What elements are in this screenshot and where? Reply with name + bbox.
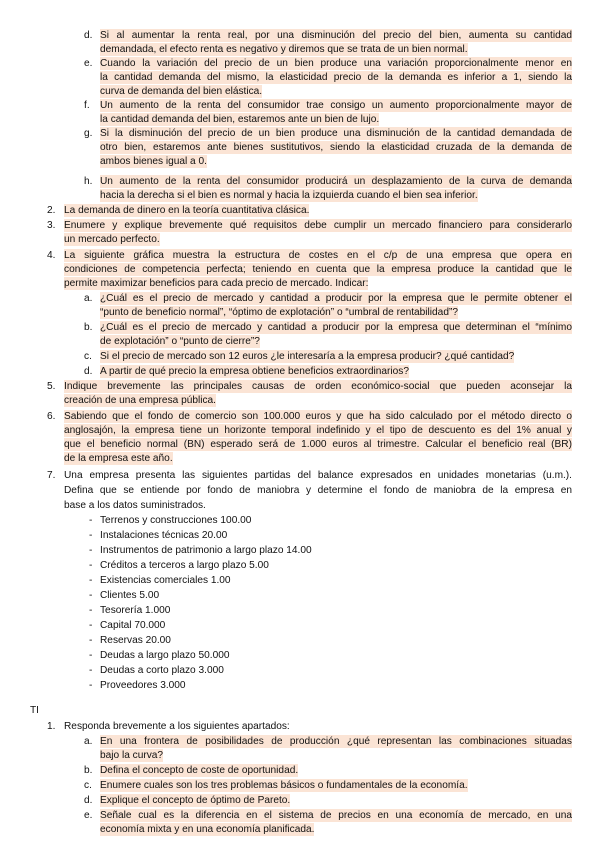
q4-item-c-line: Si el precio de mercado son 12 euros ¿le interesaría a la empresa producir? ¿qué cantidad?	[100, 351, 515, 362]
q4-item-b-marker: b.	[84, 322, 93, 333]
q5-line: Indique brevemente las principales causas de orden económico-social que pueden aconsejar la	[64, 381, 572, 392]
q7-line: base a los datos suministrados.	[64, 500, 206, 511]
q6-line: Sabiendo que el fondo de comercio son 100.000 euros y que ha sido calculado por el método directo o	[64, 411, 572, 422]
balance-item: Créditos a terceros a largo plazo 5.00	[100, 560, 269, 571]
list-bullet: -	[89, 530, 93, 541]
q1-item-d-line: Si al aumentar la renta real, por una disminución del precio del bien, aumenta su cantidad	[100, 30, 572, 41]
balance-item: Proveedores 3.000	[100, 680, 186, 691]
q6-line: anglosajón, la empresa tiene un horizonte temporal indefinido y el tipo de descuento es del 1% anual y	[64, 425, 572, 436]
balance-item: Clientes 5.00	[100, 590, 160, 601]
q7-line: Defina que se entiende por fondo de maniobra y determine el fondo de maniobra de la empresa en	[64, 485, 572, 496]
ti-item-a-line: En una frontera de posibilidades de producción ¿qué representan las combinaciones situadas	[100, 736, 572, 747]
q2-line: La demanda de dinero en la teoría cuantitativa clásica.	[64, 205, 310, 216]
q1-item-g-line: ambos bienes igual a 0.	[100, 156, 207, 167]
ti-item-e-marker: e.	[84, 810, 93, 821]
q1-item-h-line: hacia la derecha si el bien es normal y hacia la izquierda cuando el bien sea inferior.	[100, 190, 478, 201]
balance-item: Instalaciones técnicas 20.00	[100, 530, 228, 541]
ti-item-e-line: economía mixta y en una economía planificada.	[100, 824, 315, 835]
ti-item-e-line: Señale cual es la diferencia en el sistema de precios en una economía de mercado, en una	[100, 810, 572, 821]
q1-item-e-line: Cuando la variación del precio de un bien produce una variación proporcionalmente menor en	[100, 58, 572, 69]
q1-item-f-line: la cantidad demanda del bien, estaremos ante un bien de lujo.	[100, 114, 380, 125]
ti-item-b-line: Defina el concepto de coste de oportunidad.	[100, 765, 299, 776]
q1-item-e-marker: e.	[84, 58, 93, 69]
q1-item-h-marker: h.	[84, 176, 93, 187]
q7-line: Una empresa presenta las siguientes partidas del balance expresados en unidades monetarias (u.m.).	[64, 470, 572, 481]
q4-item-b-line: de explotación” o “punto de cierre”?	[100, 336, 260, 347]
ti-item-c-marker: c.	[84, 780, 92, 791]
list-bullet: -	[89, 545, 93, 556]
q4-line: condiciones de competencia perfecta; teniendo en cuenta que la empresa produce la cantidad que le	[64, 264, 572, 275]
q1-item-g-line: Si la disminución del precio de un bien produce una disminución de la cantidad demandada de	[100, 128, 572, 139]
ti-q1-marker: 1.	[47, 721, 56, 732]
q6-line: de la empresa este año.	[64, 453, 173, 464]
list-bullet: -	[89, 680, 93, 691]
balance-item: Tesorería 1.000	[100, 605, 171, 616]
q1-item-f-line: Un aumento de la renta del consumidor trae consigo un aumento proporcionalmente mayor de	[100, 100, 572, 111]
q1-item-e-line: curva de demanda del bien elástica.	[100, 86, 263, 97]
q6-marker: 6.	[47, 411, 56, 422]
q4-item-b-line: ¿Cuál es el precio de mercado y cantidad a producir por la empresa que determinan el “mínimo	[100, 322, 572, 333]
balance-item: Deudas a corto plazo 3.000	[100, 665, 224, 676]
q1-item-h-line: Un aumento de la renta del consumidor producirá un desplazamiento de la curva de demanda	[100, 176, 572, 187]
q2-marker: 2.	[47, 205, 56, 216]
q6-line: que el beneficio normal (BN) esperado será de 1.000 euros al trimestre. Calcular el beneficio real (BR)	[64, 439, 572, 450]
ti-q1-line: Responda brevemente a los siguientes apartados:	[64, 721, 290, 732]
list-bullet: -	[89, 635, 93, 646]
q1-item-f-marker: f.	[84, 100, 90, 111]
q1-item-d-marker: d.	[84, 30, 93, 41]
list-bullet: -	[89, 650, 93, 661]
list-bullet: -	[89, 605, 93, 616]
ti-item-a-line: bajo la curva?	[100, 750, 164, 761]
q1-item-g-line: otro bien, estaremos ante bienes sustitutivos, siendo la elasticidad cruzada de la demanda de	[100, 142, 572, 153]
q4-item-c-marker: c.	[84, 351, 92, 362]
list-bullet: -	[89, 620, 93, 631]
q4-marker: 4.	[47, 250, 56, 261]
list-bullet: -	[89, 575, 93, 586]
q7-marker: 7.	[47, 470, 56, 481]
q4-line: permite maximizar beneficios para cada precio de mercado. Indicar:	[64, 278, 369, 289]
q1-item-d-line: demandada, el efecto renta es negativo y diremos que se trata de un bien normal.	[100, 44, 468, 55]
q3-marker: 3.	[47, 220, 56, 231]
q4-item-a-line: ¿Cuál es el precio de mercado y cantidad a producir por la empresa que le permite obtener el	[100, 293, 572, 304]
q3-line: un mercado perfecto.	[64, 234, 160, 245]
balance-item: Existencias comerciales 1.00	[100, 575, 231, 586]
q4-item-d-marker: d.	[84, 366, 93, 377]
q4-line: La siguiente gráfica muestra la estructura de costes en el c/p de una empresa que opera en	[64, 250, 572, 261]
list-bullet: -	[89, 665, 93, 676]
q4-item-a-marker: a.	[84, 293, 93, 304]
q5-line: creación de una empresa pública.	[64, 395, 216, 406]
balance-item: Deudas a largo plazo 50.000	[100, 650, 230, 661]
list-bullet: -	[89, 560, 93, 571]
balance-item: Capital 70.000	[100, 620, 166, 631]
q1-item-e-line: la cantidad demanda del mismo, la elasticidad precio de la demanda es inferior a 1, siendo la	[100, 72, 572, 83]
section-heading: TI	[30, 705, 39, 716]
balance-item: Instrumentos de patrimonio a largo plazo 14.00	[100, 545, 312, 556]
q5-marker: 5.	[47, 381, 56, 392]
q3-line: Enumere y explique brevemente qué requisitos debe cumplir un mercado financiero para considerarlo	[64, 220, 572, 231]
list-bullet: -	[89, 515, 93, 526]
ti-item-c-line: Enumere cuales son los tres problemas básicos o fundamentales de la economía.	[100, 780, 468, 791]
q4-item-a-line: “punto de beneficio normal”, “óptimo de explotación” o “umbral de rentabilidad”?	[100, 307, 458, 318]
list-bullet: -	[89, 590, 93, 601]
ti-item-d-line: Explique el concepto de óptimo de Pareto.	[100, 795, 291, 806]
ti-item-a-marker: a.	[84, 736, 93, 747]
q1-item-g-marker: g.	[84, 128, 93, 139]
q4-item-d-line: A partir de qué precio la empresa obtiene beneficios extraordinarios?	[100, 366, 409, 377]
balance-item: Terrenos y construcciones 100.00	[100, 515, 252, 526]
ti-item-b-marker: b.	[84, 765, 93, 776]
ti-item-d-marker: d.	[84, 795, 93, 806]
balance-item: Reservas 20.00	[100, 635, 171, 646]
